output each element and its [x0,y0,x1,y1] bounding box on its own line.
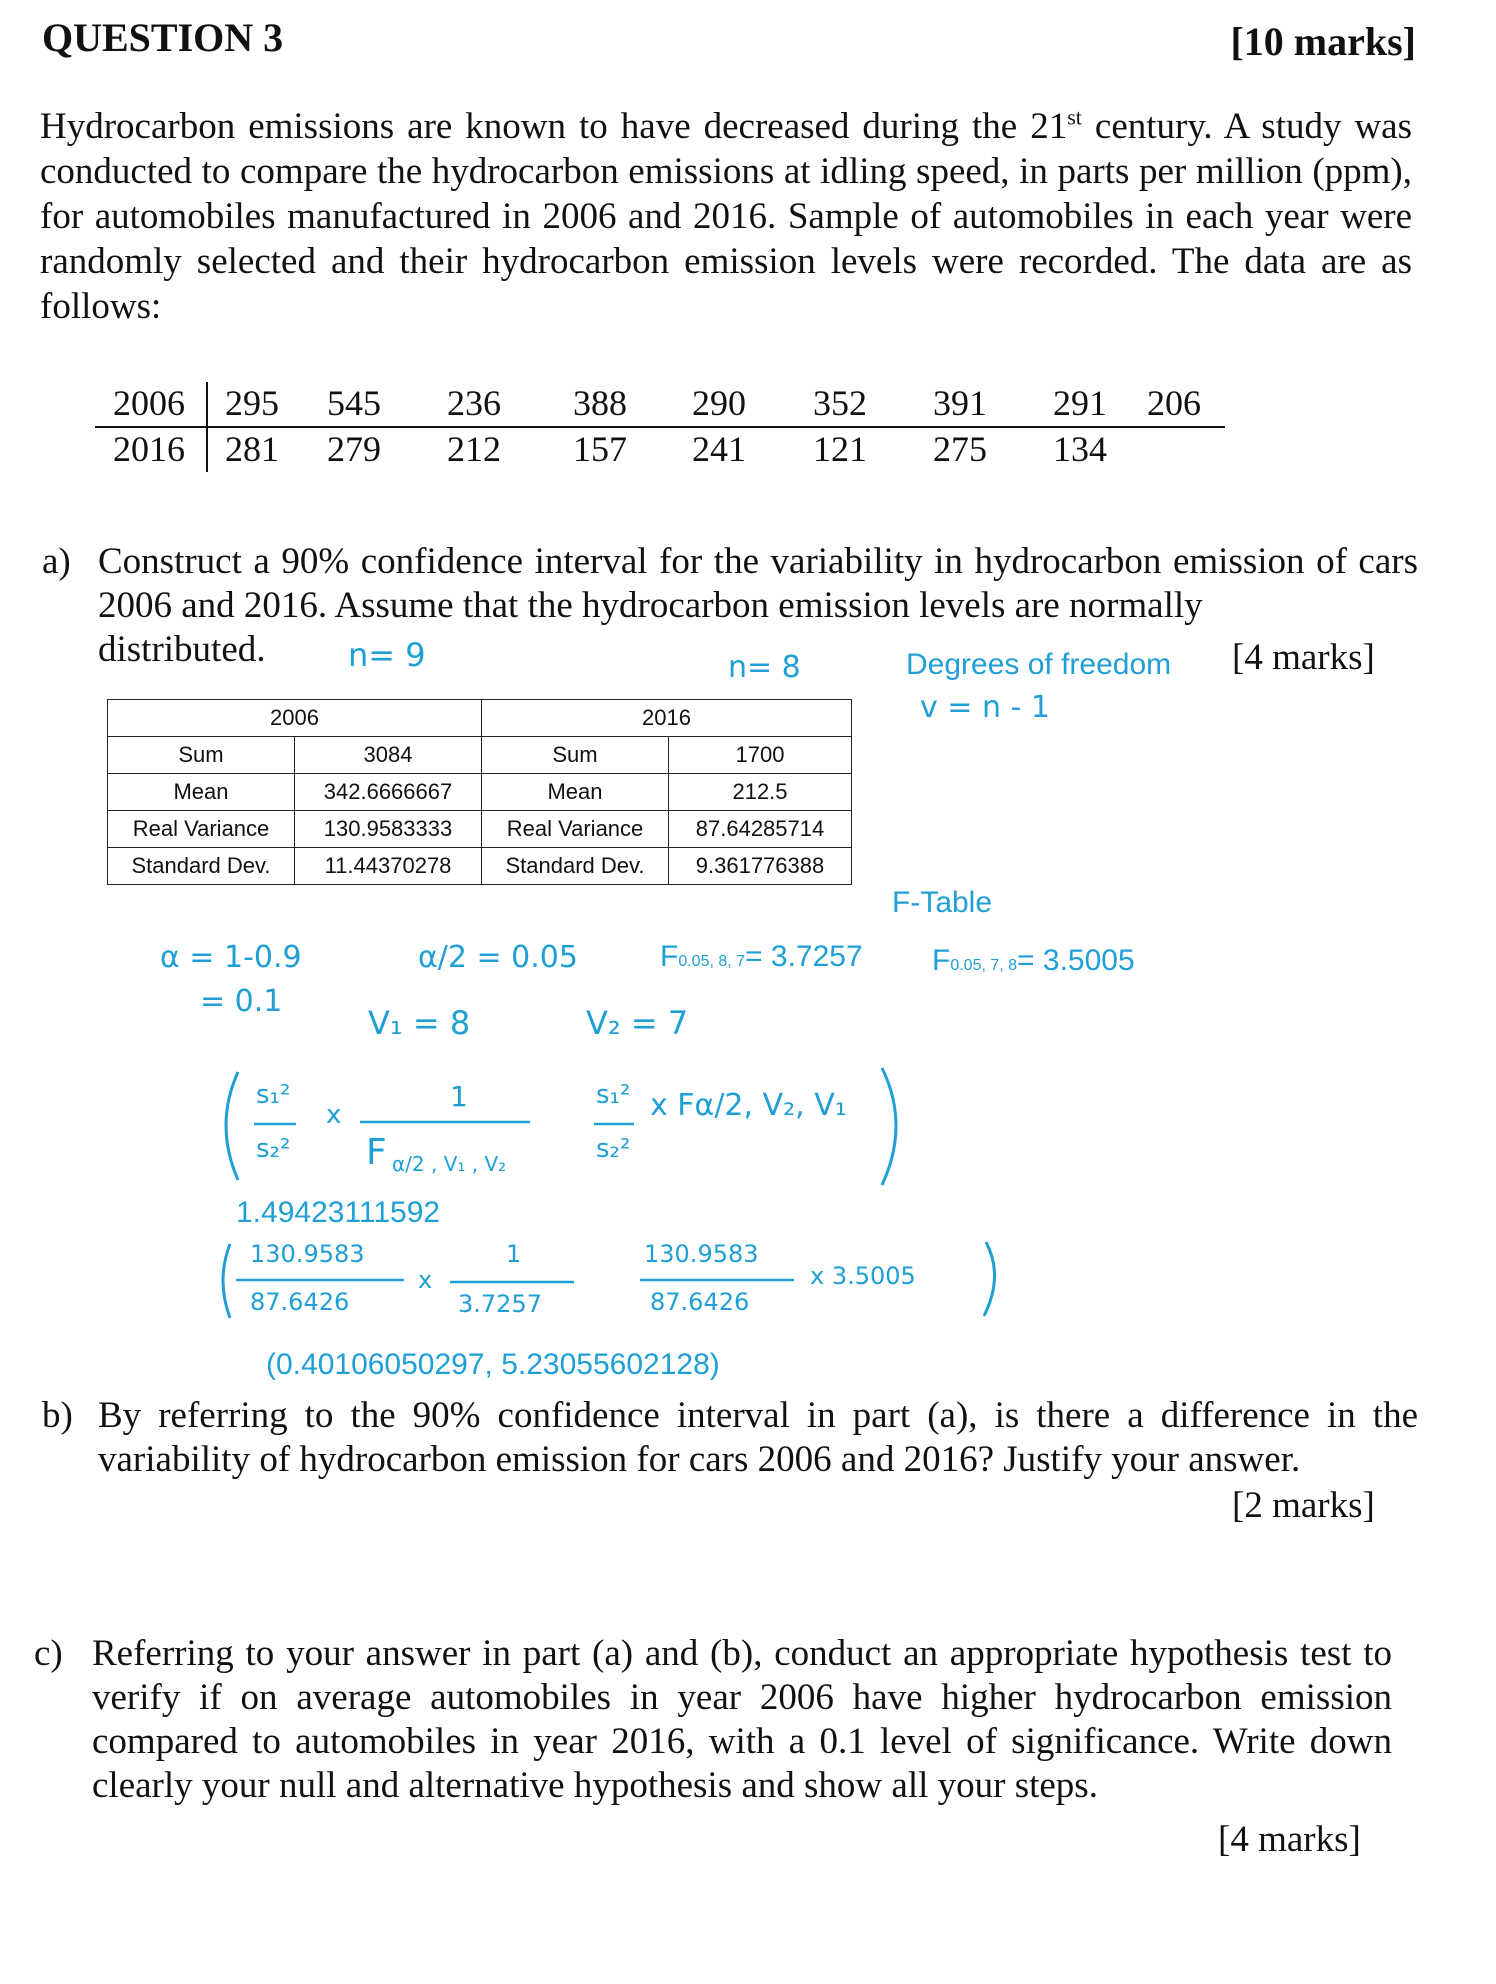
table-cell: 1700 [669,737,852,774]
data-value: 236 [447,383,501,423]
calc-f-denominator: 3.7257 [458,1290,542,1318]
data-value: 352 [813,383,867,423]
total-marks: [10 marks] [1230,19,1416,64]
table-cell: 87.64285714 [669,811,852,848]
formula-one: 1 [450,1080,468,1113]
table-row [108,811,852,848]
calc-times: x [418,1266,433,1294]
part-a-marks: [4 marks] [1232,637,1375,678]
calc-den-left: 87.6426 [250,1288,350,1316]
table-cell: Real Variance [108,811,295,848]
table-header-2016: 2016 [482,700,852,737]
formula-times: x [326,1100,342,1130]
calc-one: 1 [506,1240,522,1268]
calc-num-left: 130.9583 [250,1240,365,1268]
f-value-8-7: F0.05, 8, 7= 3.7257 [660,940,863,973]
table-cell: Sum [108,737,295,774]
data-value: 134 [1053,429,1107,469]
alpha-half-note: α/2 = 0.05 [418,940,578,975]
data-value: 206 [1147,383,1201,423]
formula-f-left: F [366,1132,387,1173]
part-c-text: Referring to your answer in part (a) and (b), conduct an appropriate hypothesis test to verify if on average automobiles in year 2006 have higher hydrocarbon emission compared to automobiles in year 2016, with a 0.1 level of significance. Write down clearly your null and alternative hypothesis and show all your steps. [92,1633,1392,1806]
part-a-letter: a) [42,541,71,582]
sample-size-2016-note: n= 8 [728,650,801,685]
dof-formula-note: v = n - 1 [920,690,1050,725]
part-b-letter: b) [42,1395,73,1436]
table-cell: Real Variance [482,811,669,848]
dof-label: Degrees of freedom [906,648,1172,681]
part-b-text: By referring to the 90% confidence interval in part (a), is there a difference in the variability of hydrocarbon emission for cars 2006 and 2016? Justify your answer. [98,1395,1418,1480]
part-b-marks: [2 marks] [1232,1485,1375,1526]
alpha-value-note: = 0.1 [200,984,283,1019]
table-cell: Standard Dev. [482,848,669,885]
data-value: 241 [692,429,746,469]
ci-calculation [214,1236,1014,1326]
f-table-label: F-Table [892,886,993,919]
table-cell: 11.44370278 [295,848,482,885]
data-value: 281 [225,429,279,469]
table-cell: Mean [482,774,669,811]
formula-brackets [210,1060,910,1200]
data-value: 290 [692,383,746,423]
summary-stats-table [107,699,852,885]
question-title: QUESTION 3 [42,15,284,60]
part-c-marks: [4 marks] [1218,1819,1361,1860]
variance-ratio: 1.49423111592 [236,1196,441,1229]
year-label: 2016 [113,429,185,469]
calc-times-f: x 3.5005 [810,1262,916,1290]
part-a-text: Construct a 90% confidence interval for the variability in hydrocarbon emission of cars 2006 and 2016. Assume that the hydrocarbon emission levels are normally distributed. [98,541,1418,670]
year-label: 2006 [113,383,185,423]
table-cell: 130.9583333 [295,811,482,848]
data-row-2006 [95,382,1225,428]
formula-den-right: s₂² [596,1134,631,1164]
calc-num-right: 130.9583 [644,1240,759,1268]
sample-size-2006-note: n= 9 [348,636,426,674]
formula-f-right: x Fα/2, V₂, V₁ [650,1088,847,1123]
data-value: 279 [327,429,381,469]
v2-note: V₂ = 7 [586,1004,689,1042]
formula-num-right: s₁² [596,1080,631,1110]
formula-den-left: s₂² [256,1134,291,1164]
table-header-row [108,700,852,737]
table-row [108,737,852,774]
data-value: 391 [933,383,987,423]
data-value: 545 [327,383,381,423]
data-value: 388 [573,383,627,423]
data-value: 275 [933,429,987,469]
table-cell: 212.5 [669,774,852,811]
table-row [108,774,852,811]
v1-note: V₁ = 8 [368,1004,471,1042]
data-value: 157 [573,429,627,469]
data-value: 212 [447,429,501,469]
formula-num-left: s₁² [256,1080,291,1110]
table-cell: Mean [108,774,295,811]
part-b [42,1394,1422,1494]
data-row-2016 [95,428,1225,474]
table-cell: 9.361776388 [669,848,852,885]
calc-den-right: 87.6426 [650,1288,750,1316]
table-cell: 342.6666667 [295,774,482,811]
data-value: 291 [1053,383,1107,423]
table-cell: 3084 [295,737,482,774]
table-header-2006: 2006 [108,700,482,737]
confidence-interval-result: (0.40106050297, 5.23055602128) [266,1348,720,1381]
data-value: 295 [225,383,279,423]
part-c-letter: c) [34,1633,63,1674]
alpha-note: α = 1-0.9 [160,940,302,975]
emission-data-table [95,382,1225,474]
ci-formula [210,1060,910,1200]
table-cell: Sum [482,737,669,774]
table-cell: Standard Dev. [108,848,295,885]
f-value-7-8: F0.05, 7, 8= 3.5005 [932,944,1135,977]
data-value: 121 [813,429,867,469]
formula-f-left-sub: α/2 , V₁ , V₂ [392,1152,507,1176]
part-c [34,1632,1404,1822]
table-row [108,848,852,885]
intro-paragraph: Hydrocarbon emissions are known to have decreased during the 21st century. A study was conducted to compare the hydrocarbon emissions at idling speed, in parts per million (ppm), for automobiles manufactured in 2006 and 2016. Sample of automobiles in each year were randomly selected and their hydrocarbon emission levels were recorded. The data are as follows: [40,104,1413,327]
